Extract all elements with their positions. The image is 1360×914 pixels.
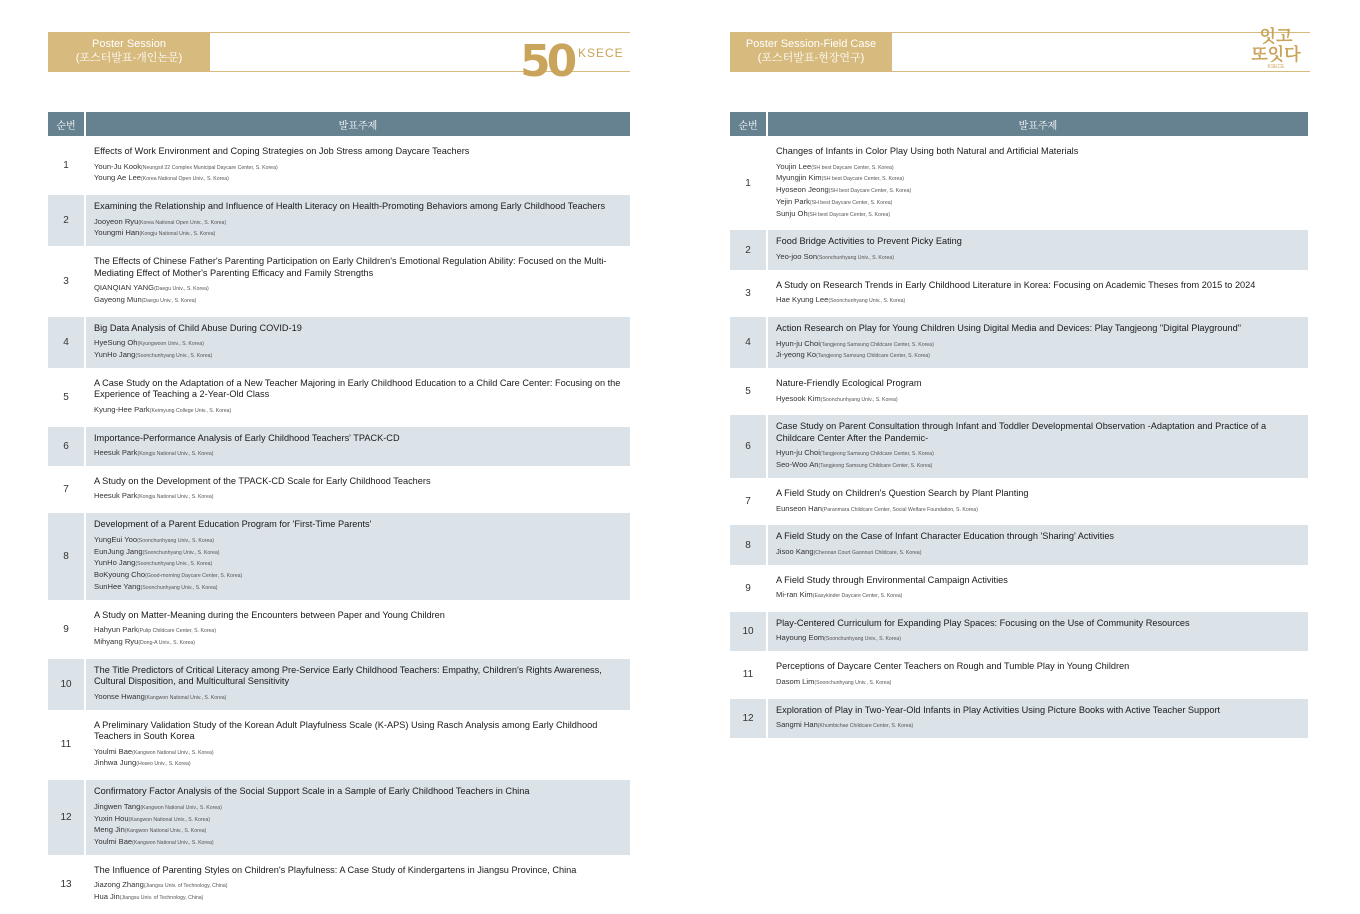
author-name: Hua Jin xyxy=(94,892,120,902)
row-content xyxy=(768,525,1308,564)
table-row xyxy=(730,140,1308,226)
presentation-title: The Effects of Chinese Father's Parenting Participation on Early Children's Emotional Regulation Ability: Focused on the Multi-Mediating Effect of Mother's Parenting Efficacy and Family Strengths xyxy=(94,256,607,278)
row-content xyxy=(768,569,1308,608)
row-content xyxy=(86,470,630,509)
author-affiliation: (Jiangsu Univ. of Technology, China) xyxy=(143,883,228,890)
author-name: Hahyun Park xyxy=(94,625,138,635)
author-name: Hyesook Kim xyxy=(776,393,821,403)
author-line xyxy=(94,295,622,307)
poster-table xyxy=(48,108,630,914)
table-row xyxy=(730,372,1308,411)
author-affiliation: (Neungsil 22 Complex Municipal Daycare Center, S. Korea) xyxy=(141,164,278,171)
table-row xyxy=(730,415,1308,478)
author-name: Mihyang Ryu xyxy=(94,637,139,647)
author-affiliation: (Korea National Open Univ., S. Korea) xyxy=(138,219,227,226)
row-number: 10 xyxy=(48,659,86,710)
row-number: 7 xyxy=(730,482,768,521)
presentation-title: Changes of Infants in Color Play Using both Natural and Artificial Materials xyxy=(776,146,1079,156)
table-row xyxy=(48,659,630,710)
table-row xyxy=(48,250,630,313)
author-name: Jingwen Tang xyxy=(94,801,141,811)
row-content xyxy=(86,427,630,466)
author-name: Myungjin Kim xyxy=(776,173,822,183)
author-name: Hyun-ju Choi xyxy=(776,338,820,348)
author-affiliation: (Dong-A Univ., S. Korea) xyxy=(138,640,196,647)
session-subtitle: (포스터발표-개인논문) xyxy=(75,52,183,64)
row-number: 7 xyxy=(48,470,86,509)
row-number: 4 xyxy=(48,317,86,368)
presentation-title: A Field Study through Environmental Campaign Activities xyxy=(776,574,1008,585)
author-line xyxy=(94,825,622,837)
author-line xyxy=(94,692,622,704)
author-name: SunHee Yang xyxy=(94,581,141,591)
author-name: HyeSung Oh xyxy=(94,338,138,348)
author-name: Sunju Oh xyxy=(776,208,808,218)
session-subtitle: (포스터발표-현장연구) xyxy=(757,52,865,64)
row-number: 9 xyxy=(730,569,768,608)
logo-small-text: KSECE xyxy=(1267,64,1285,70)
row-number: 5 xyxy=(48,372,86,423)
col-title-header: 발표주제 xyxy=(86,112,630,136)
logo-line1: 잇고 xyxy=(1259,27,1293,46)
author-line xyxy=(94,625,622,637)
row-content xyxy=(86,513,630,599)
author-affiliation: (Pulip Childcare Center, S. Korea) xyxy=(137,628,217,635)
author-line xyxy=(776,677,1300,689)
row-content xyxy=(768,140,1308,226)
author-line xyxy=(776,590,1300,602)
author-name: Ji-yeong Ko xyxy=(776,350,817,360)
author-line xyxy=(94,802,622,814)
author-affiliation: (SH best Daycare Center, S. Korea) xyxy=(809,199,893,206)
author-name: Dasom Lim xyxy=(776,676,815,686)
author-line xyxy=(776,633,1300,645)
table-row xyxy=(730,482,1308,521)
author-affiliation: (Kangwon National Univ., S. Korea) xyxy=(124,828,207,835)
row-content xyxy=(86,780,630,855)
presentation-title: A Study on Matter-Meaning during the Encounters between Paper and Young Children xyxy=(94,609,445,620)
author-line xyxy=(776,504,1300,516)
presentation-title: Exploration of Play in Two-Year-Old Infants in Play Activities Using Picture Books with Active Teacher Support xyxy=(776,704,1221,715)
author-name: Eunseon Han xyxy=(776,503,823,513)
row-number: 12 xyxy=(48,780,86,855)
author-name: Hyun-ju Choi xyxy=(776,448,820,458)
author-line xyxy=(94,491,622,503)
author-name: Jinhwa Jung xyxy=(94,758,137,768)
author-line xyxy=(776,162,1300,174)
author-affiliation: (Kyungwoon Univ., S. Korea) xyxy=(137,341,204,348)
author-name: EunJung Jang xyxy=(94,546,143,556)
author-affiliation: (Jiangsu Univ. of Technology, China) xyxy=(119,895,204,902)
author-name: YungEui Yoo xyxy=(94,534,138,544)
table-row xyxy=(48,372,630,423)
author-affiliation: (Daegu Univ., S. Korea) xyxy=(154,286,209,293)
col-num-header: 순번 xyxy=(48,112,86,136)
table-row xyxy=(48,604,630,655)
author-affiliation: (Kongju National Univ., S. Korea) xyxy=(137,494,214,501)
author-affiliation: (Keimyung College Univ., S. Korea) xyxy=(149,407,232,414)
author-affiliation: (Soonchunhyang Univ., S. Korea) xyxy=(820,396,898,403)
table-row xyxy=(48,317,630,368)
author-line xyxy=(94,558,622,570)
author-name: Youngmi Han xyxy=(94,228,140,238)
author-affiliation: (Kangwon National Univ., S. Korea) xyxy=(144,694,227,701)
author-affiliation: (Easykinder Daycare Center, S. Korea) xyxy=(812,593,903,600)
row-number: 2 xyxy=(48,195,86,246)
presentation-title: Case Study on Parent Consultation through Infant and Toddler Developmental Observation -Adaptation and Practice of a Childcare Center After the Pandemic- xyxy=(776,421,1267,443)
author-affiliation: (SH best Daycare Center, S. Korea) xyxy=(821,176,905,183)
author-line xyxy=(94,814,622,826)
row-number: 1 xyxy=(48,140,86,191)
author-affiliation: (Tangjeong Samsung Childcare Center, S. Korea) xyxy=(816,353,931,360)
author-name: Hyoseon Jeong xyxy=(776,185,829,195)
author-name: Hayoung Eom xyxy=(776,633,825,643)
row-content xyxy=(768,317,1308,368)
author-affiliation: (Tangjeong Samsung Childcare Center, S. Korea) xyxy=(819,341,934,348)
author-line xyxy=(94,405,622,417)
author-affiliation: (Soonchunhyang Univ., S. Korea) xyxy=(135,561,213,568)
row-number: 5 xyxy=(730,372,768,411)
author-name: Heesuk Park xyxy=(94,491,138,501)
author-line xyxy=(776,339,1300,351)
row-number: 13 xyxy=(48,859,86,910)
row-number: 1 xyxy=(730,140,768,226)
author-line xyxy=(776,209,1300,221)
row-content xyxy=(86,250,630,313)
author-affiliation: (Kangwon National Univ., S. Korea) xyxy=(140,804,222,811)
author-line xyxy=(94,283,622,295)
author-line xyxy=(776,173,1300,185)
table-row xyxy=(730,230,1308,269)
author-line xyxy=(776,448,1300,460)
row-content xyxy=(86,195,630,246)
session-tab xyxy=(730,32,892,72)
row-content xyxy=(86,859,630,910)
author-affiliation: (Kangwon National Univ., S. Korea) xyxy=(128,816,211,823)
session-tab xyxy=(48,32,210,72)
author-affiliation: (Khumbichae Childcare Center, S. Korea) xyxy=(817,723,914,730)
presentation-title: A Field Study on Children's Question Search by Plant Planting xyxy=(776,488,1029,499)
author-name: Jooyeon Ryu xyxy=(94,216,139,226)
table-row xyxy=(48,470,630,509)
table-row xyxy=(48,780,630,855)
row-number: 9 xyxy=(48,604,86,655)
presentation-title: The Title Predictors of Critical Literacy among Pre-Service Early Childhood Teachers: Empathy, Children's Rights Awareness, Cultural Disposition, and Multicultural Sensitivity xyxy=(94,664,602,687)
presentation-title: A Case Study on the Adaptation of a New Teacher Majoring in Early Childhood Education to a Child Care Center: Focusing on the Experience of Teaching a 2-Year-Old Class xyxy=(94,377,621,400)
author-affiliation: (Soonchunhyang Univ., S. Korea) xyxy=(142,549,220,556)
author-line xyxy=(94,582,622,594)
row-content xyxy=(86,317,630,368)
table-row xyxy=(48,140,630,191)
author-affiliation: (Soonchunhyang Univ., S. Korea) xyxy=(140,584,218,591)
presentation-title: Nature-Friendly Ecological Program xyxy=(776,378,922,389)
presentation-title: Effects of Work Environment and Coping Strategies on Job Stress among Daycare Teachers xyxy=(94,146,470,156)
col-title-header: 발표주제 xyxy=(768,112,1308,136)
author-name: Jisoo Kang xyxy=(776,546,814,556)
row-content xyxy=(768,415,1308,478)
author-line xyxy=(776,720,1300,732)
table-row xyxy=(730,317,1308,368)
row-content xyxy=(768,372,1308,411)
row-number: 11 xyxy=(730,655,768,694)
itgo-logo xyxy=(1248,28,1304,84)
author-name: Youlmi Bae xyxy=(94,837,133,847)
presentation-title: Food Bridge Activities to Prevent Picky Eating xyxy=(776,236,962,247)
logo-line2: 또잇다 xyxy=(1251,45,1301,64)
author-affiliation: (Korea National Open Univ., S. Korea) xyxy=(141,176,229,183)
author-line xyxy=(94,228,622,240)
author-affiliation: (Paranmara Childcare Center, Social Welfare Foundation, S. Korea) xyxy=(822,506,978,513)
author-line xyxy=(776,350,1300,362)
presentation-title: Action Research on Play for Young Children Using Digital Media and Devices: Play Tangjeong "Digital Playground" xyxy=(776,323,1241,334)
session-title: Poster Session-Field Case xyxy=(745,38,877,50)
author-line xyxy=(94,547,622,559)
presentation-title: A Study on Research Trends in Early Childhood Literature in Korea: Focusing on Academic Theses from 2015 to 2024 xyxy=(776,279,1256,290)
author-line xyxy=(94,570,622,582)
author-name: Meng Jin xyxy=(94,825,125,835)
table-row xyxy=(730,274,1308,313)
author-name: Yuxin Hou xyxy=(94,813,129,823)
author-affiliation: (Tangjeong Samsung Childcare Center, S. Korea) xyxy=(818,463,933,470)
author-line xyxy=(94,747,622,759)
author-line xyxy=(94,350,622,362)
table-row xyxy=(48,427,630,466)
row-number: 10 xyxy=(730,612,768,651)
row-number: 8 xyxy=(730,525,768,564)
author-line xyxy=(94,173,622,185)
table-row xyxy=(48,714,630,777)
author-affiliation: (Soonchunhyang Univ., S. Korea) xyxy=(137,537,214,544)
author-affiliation: (SH best Daycare Center, S. Korea) xyxy=(828,188,912,195)
row-content xyxy=(86,372,630,423)
session-title: Poster Session xyxy=(92,38,166,50)
author-line xyxy=(94,758,622,770)
author-name: Heesuk Park xyxy=(94,448,138,458)
row-content xyxy=(768,699,1308,738)
author-line xyxy=(94,880,622,892)
author-line xyxy=(94,217,622,229)
author-affiliation: (Tangjeong Samsung Childcare Center, S. Korea) xyxy=(819,451,934,458)
author-name: YunHo Jang xyxy=(94,558,136,568)
row-content xyxy=(86,604,630,655)
row-content xyxy=(768,655,1308,694)
author-name: Seo-Woo An xyxy=(776,460,819,470)
author-name: Sangmi Han xyxy=(776,720,818,730)
left-header xyxy=(48,0,630,90)
author-affiliation: (Kongju National Univ., S. Korea) xyxy=(137,451,214,458)
author-line xyxy=(776,394,1300,406)
row-content xyxy=(86,659,630,710)
author-name: Young Ae Lee xyxy=(94,173,142,183)
author-affiliation: (Soonchunhyang Univ., S. Korea) xyxy=(817,254,895,261)
author-line xyxy=(94,162,622,174)
presentation-title: Importance-Performance Analysis of Early Childhood Teachers' TPACK-CD xyxy=(94,432,400,443)
presentation-title: The Influence of Parenting Styles on Children's Playfulness: A Case Study of Kindergartens in Jiangsu Province, China xyxy=(94,864,577,875)
table-row xyxy=(48,195,630,246)
author-name: Kyung-Hee Park xyxy=(94,404,150,414)
presentation-title: Big Data Analysis of Child Abuse During COVID-19 xyxy=(94,322,302,333)
author-affiliation: (Daegu Univ., S. Korea) xyxy=(141,297,197,304)
table-row xyxy=(730,612,1308,651)
row-content xyxy=(768,482,1308,521)
row-content xyxy=(86,714,630,777)
author-name: Gayeong Mun xyxy=(94,294,142,304)
row-number: 8 xyxy=(48,513,86,599)
table-row xyxy=(48,859,630,910)
row-content xyxy=(768,274,1308,313)
author-name: Yeo-joo Son xyxy=(776,251,818,261)
author-line xyxy=(776,197,1300,209)
author-line xyxy=(94,837,622,849)
row-number: 3 xyxy=(730,274,768,313)
author-affiliation: (SH best Daycare Center, S. Korea) xyxy=(811,164,894,171)
table-row xyxy=(48,513,630,599)
author-name: Youn-Ju Kook xyxy=(94,161,142,171)
author-name: Yoonse Hwang xyxy=(94,691,145,701)
row-number: 12 xyxy=(730,699,768,738)
author-affiliation: (Soonchunhyang Univ., S. Korea) xyxy=(135,353,213,360)
row-number: 2 xyxy=(730,230,768,269)
field-case-table xyxy=(730,108,1308,742)
logo-number: 50 xyxy=(520,36,574,87)
author-affiliation: (Cheonan Court Gaonnuri Childcare, S. Korea) xyxy=(813,549,922,556)
author-line xyxy=(94,338,622,350)
presentation-title: Confirmatory Factor Analysis of the Social Support Scale in a Sample of Early Childhood Teachers in China xyxy=(94,786,530,797)
right-page xyxy=(730,0,1310,730)
presentation-title: Examining the Relationship and Influence of Health Literacy on Health-Promoting Behaviors among Early Childhood Teachers xyxy=(94,201,606,212)
author-affiliation: (Kangwon National Univ., S. Korea) xyxy=(132,749,214,756)
poster-rows xyxy=(48,140,630,910)
logo-text: KSECE xyxy=(578,46,624,60)
author-line xyxy=(776,547,1300,559)
author-affiliation: (Soonchunhyang Univ., S. Korea) xyxy=(824,636,902,643)
author-line xyxy=(94,637,622,649)
row-number: 4 xyxy=(730,317,768,368)
author-name: Youjin Lee xyxy=(776,161,812,171)
row-content xyxy=(768,230,1308,269)
row-number: 6 xyxy=(48,427,86,466)
author-line xyxy=(776,460,1300,472)
author-line xyxy=(94,535,622,547)
author-affiliation: (Kongju National Univ., S. Korea) xyxy=(139,231,216,238)
author-line xyxy=(776,252,1300,264)
row-number: 11 xyxy=(48,714,86,777)
author-name: Youlmi Bae xyxy=(94,746,133,756)
presentation-title: Development of a Parent Education Program for 'First-Time Parents' xyxy=(94,519,372,530)
table-row xyxy=(730,525,1308,564)
presentation-title: Perceptions of Daycare Center Teachers on Rough and Tumble Play in Young Children xyxy=(776,661,1130,672)
author-name: Mi-ran Kim xyxy=(776,590,813,600)
author-name: Hae Kyung Lee xyxy=(776,295,829,305)
presentation-title: A Study on the Development of the TPACK-CD Scale for Early Childhood Teachers xyxy=(94,475,431,486)
row-content xyxy=(768,612,1308,651)
ksece-50th-logo xyxy=(520,38,630,88)
table-row xyxy=(730,655,1308,694)
author-affiliation: (Kangwon National Univ., S. Korea) xyxy=(132,840,214,847)
row-number: 6 xyxy=(730,415,768,478)
author-line xyxy=(94,448,622,460)
author-line xyxy=(776,295,1300,307)
author-name: Jiazong Zhang xyxy=(94,880,144,890)
author-line xyxy=(776,185,1300,197)
field-case-rows xyxy=(730,140,1308,738)
presentation-title: A Preliminary Validation Study of the Korean Adult Playfulness Scale (K-APS) Using Rasch Analysis among Early Childhood Teachers in South Korea xyxy=(94,719,598,742)
author-line xyxy=(94,892,622,904)
author-affiliation: (Hoseo Univ., S. Korea) xyxy=(136,761,191,768)
author-name: Yejin Park xyxy=(776,196,810,206)
author-affiliation: (Soonchunhyang Univ., S. Korea) xyxy=(828,298,906,305)
row-number: 3 xyxy=(48,250,86,313)
presentation-title: A Field Study on the Case of Infant Character Education through 'Sharing' Activities xyxy=(776,531,1115,542)
right-header xyxy=(730,0,1310,90)
author-affiliation: (Soonchunhyang Univ., S. Korea) xyxy=(814,679,892,686)
author-affiliation: (SH best Daycare Center, S. Korea) xyxy=(807,211,891,218)
author-name: QIANQIAN YANG xyxy=(94,283,155,293)
col-num-header: 순번 xyxy=(730,112,768,136)
author-name: YunHo Jang xyxy=(94,350,136,360)
author-affiliation: (Good-morning Daycare Center, S. Korea) xyxy=(145,573,243,580)
author-name: BoKyoung Cho xyxy=(94,570,146,580)
table-row xyxy=(730,569,1308,608)
left-page xyxy=(48,0,630,902)
table-row xyxy=(730,699,1308,738)
presentation-title: Play-Centered Curriculum for Expanding Play Spaces: Focusing on the Use of Community Resources xyxy=(776,617,1190,628)
row-content xyxy=(86,140,630,191)
